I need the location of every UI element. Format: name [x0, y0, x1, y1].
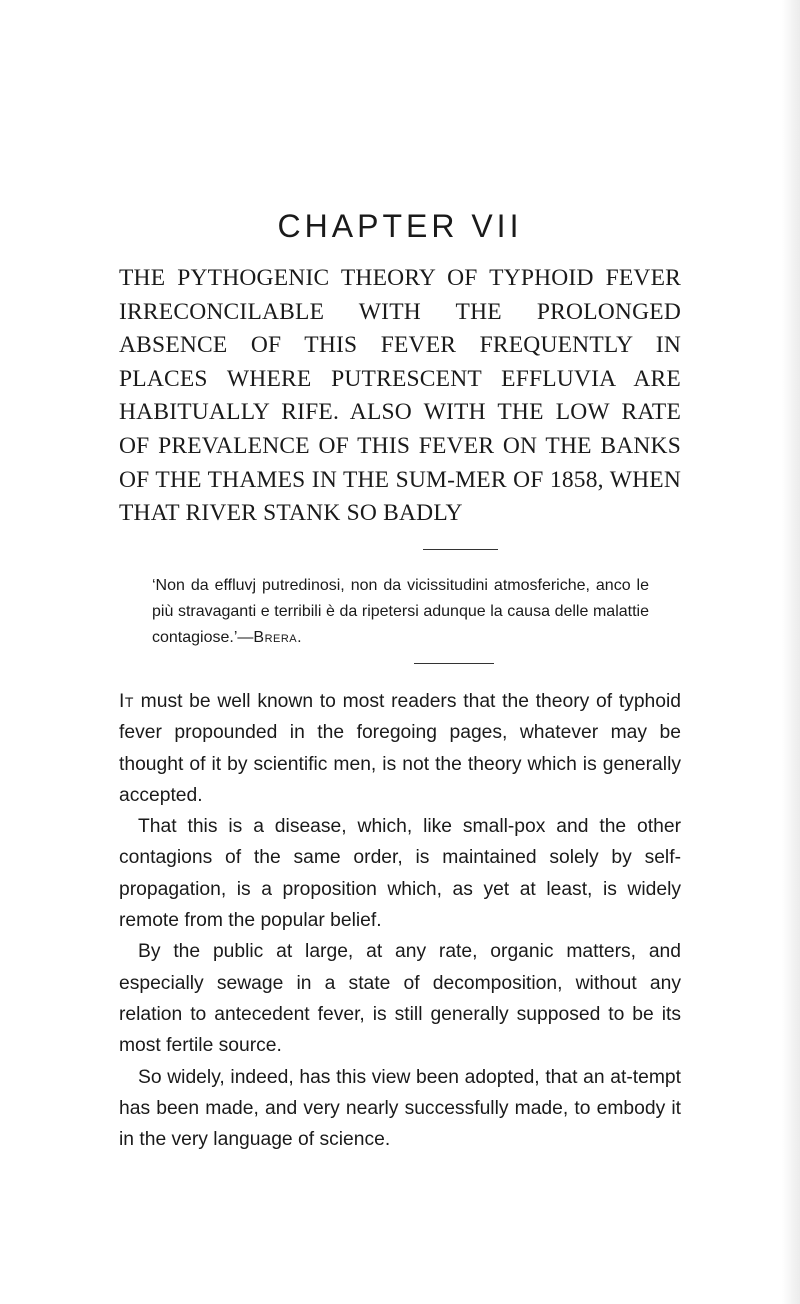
paragraph: That this is a disease, which, like small-pox and the other contagions of the same order, is maintained solely by self-propagation, is a proposition which, as yet at least, is widely remote from the popular belief. — [119, 816, 681, 932]
epigraph-author: Brera. — [253, 629, 303, 646]
chapter-heading: THE PYTHOGENIC THEORY OF TYPHOID FEVER IRRECONCILABLE WITH THE PROLONGED ABSENCE OF THIS FEVER FREQUENTLY IN PLACES WHERE PUTRESCENT EFFLUVIA ARE HABITUALLY RIFE. ALSO WITH THE LOW RATE OF PREVALENCE OF THIS FEVER ON THE BANKS OF THE THAMES IN THE SUM-MER OF 1858, WHEN THAT RIVER STANK SO BADLY — [119, 265, 681, 527]
epigraph-quote: ‘Non da effluvj putredinosi, non da vicissitudini atmosferiche, anco le più stravaganti e terribili è da ripetersi adunque la causa delle malattie contagiose.’— — [152, 577, 649, 646]
paragraph-text: must be well known to most readers that the theory of typhoid fever propounded in the foregoing pages, whatever may be thought of it by scientific men, is not the theory which is generally accepted. — [119, 691, 681, 806]
epigraph — [152, 573, 649, 651]
divider-rule — [414, 663, 494, 664]
chapter-title: CHAPTER VII — [277, 208, 523, 244]
paragraph: So widely, indeed, has this view been adopted, that an at-tempt has been made, and very nearly successfully made, to embody it in the very language of science. — [119, 1066, 681, 1151]
paragraph-opening-word: It — [119, 691, 134, 712]
divider-rule — [423, 549, 498, 550]
page-edge-shadow — [782, 0, 800, 1304]
paragraph: By the public at large, at any rate, organic matters, and especially sewage in a state of decomposition, without any relation to antecedent fever, is still generally supposed to be its most fertile source. — [119, 941, 681, 1057]
body-text — [119, 686, 681, 1155]
paragraph — [119, 686, 681, 811]
